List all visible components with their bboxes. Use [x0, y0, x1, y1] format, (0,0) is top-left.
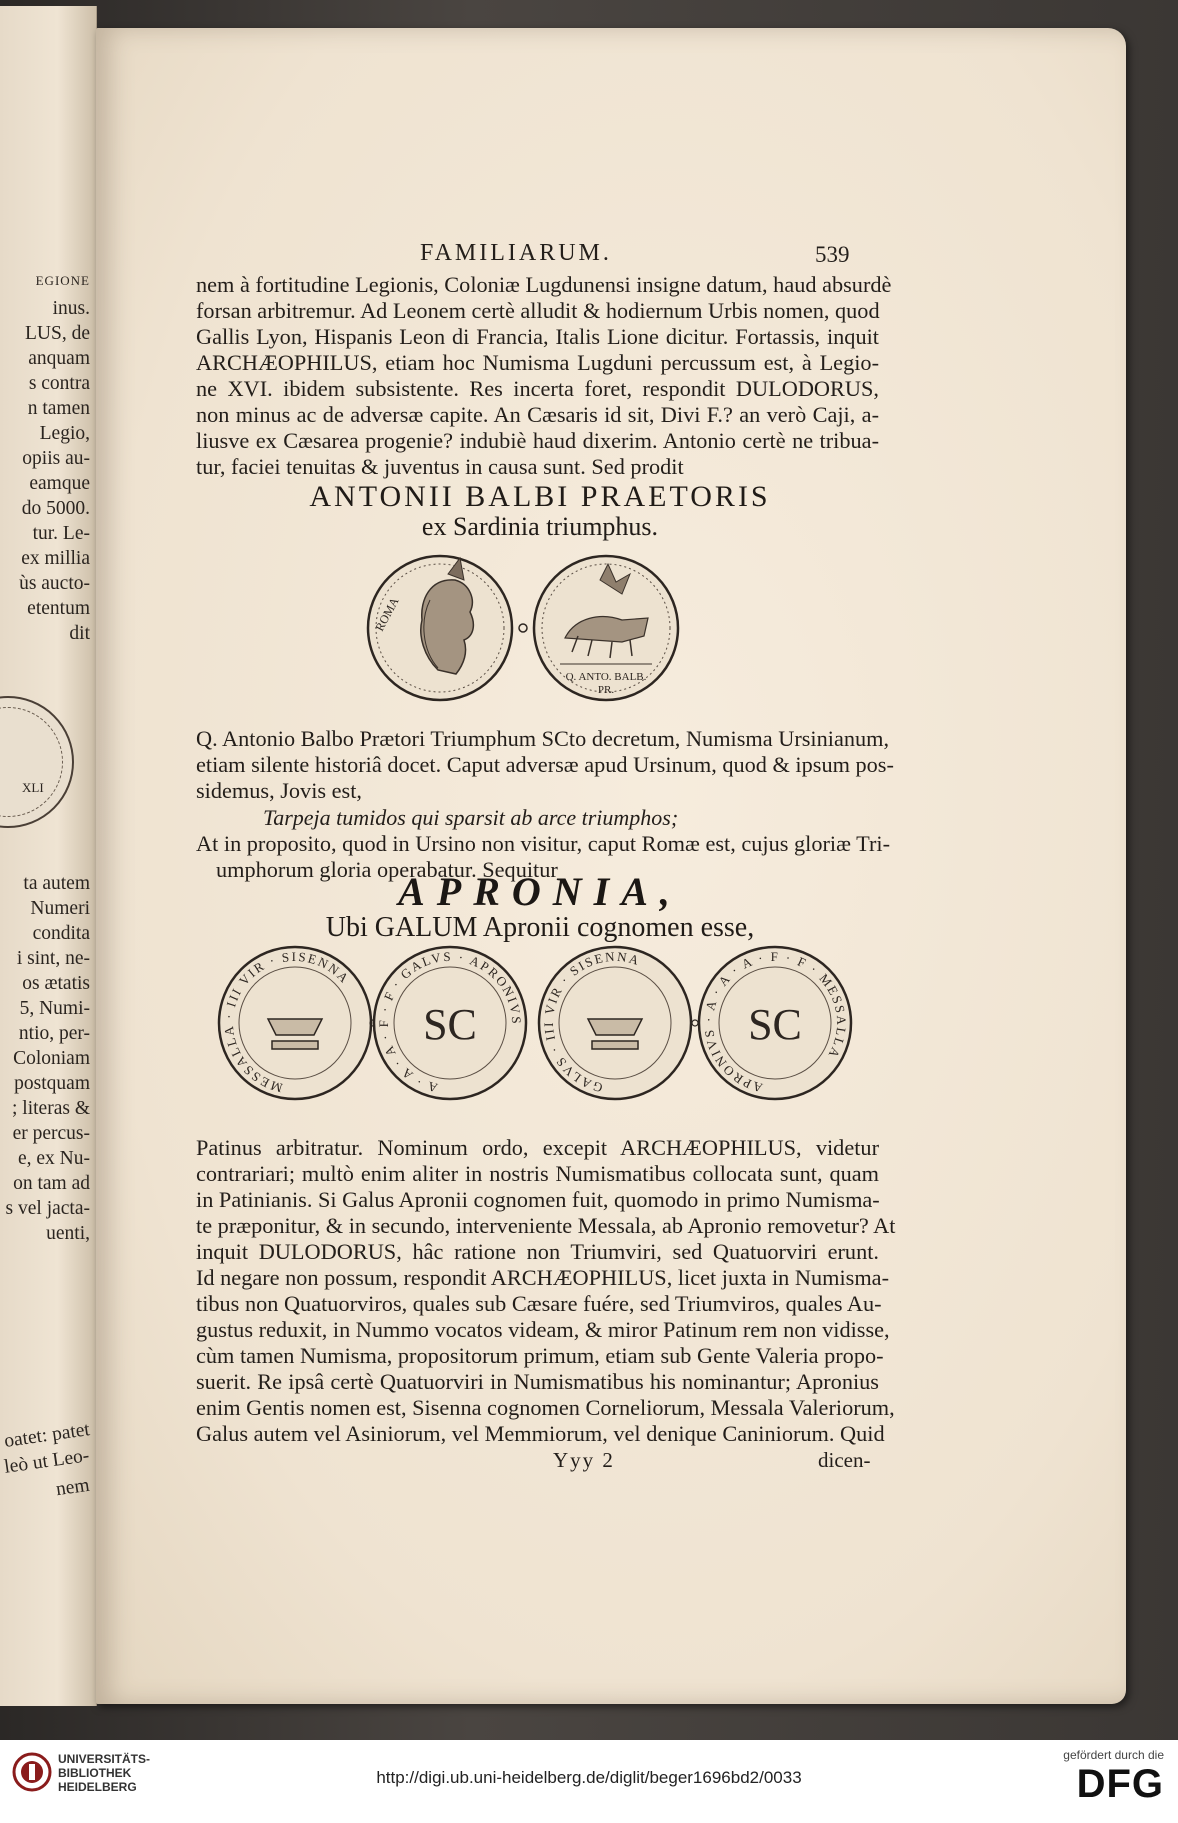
text-line: inquit DULODORUS, hâc ratione non Triumviri, sed Quatuorviri erunt. [196, 1239, 879, 1264]
coin-illustration-antonius-balbus [360, 540, 690, 710]
section-title: ANTONII BALBI PRAETORIS [309, 480, 771, 513]
coin-legend: A · A · A · F · F · GALVS · APRONIVS [375, 948, 525, 1096]
page-number: 539 [815, 242, 850, 267]
text-line: At in proposito, quod in Ursino non visitur, caput Romæ est, cujus gloriæ Tri- [196, 831, 891, 856]
left-fragment: dit [69, 623, 90, 644]
text-line: nem à fortitudine Legionis, Coloniæ Lugdunensi insigne datum, haud absurdè [196, 272, 892, 297]
left-fragment: os ætatis [22, 973, 90, 994]
left-fragment: nem [55, 1474, 92, 1501]
coin-illustration-apronia [210, 945, 860, 1115]
left-fragment: Legio, [39, 423, 90, 444]
coin-apronia-3 [539, 947, 691, 1099]
text-line: contrariari; multò enim aliter in nostris Numismatibus collocata sunt, quam [196, 1161, 879, 1186]
left-fragment: inus. [52, 298, 90, 319]
text-line: umphorum gloria operabatur. Sequitur [216, 857, 558, 882]
left-fragment: ; literas & [12, 1098, 90, 1119]
text-line: liusve ex Cæsarea progenie? indubiè haud dixerim. Antonio certè ne tribua- [196, 428, 879, 453]
library-line: UNIVERSITÄTS- [58, 1752, 151, 1766]
left-fragment: e, ex Nu- [17, 1148, 90, 1169]
coin-legend: APRONIVS · A · A · A · F · F · MESSALLA [700, 948, 850, 1096]
signature-mark: Yyy 2 [553, 1448, 615, 1472]
left-fragment: i sint, ne- [16, 948, 90, 969]
library-line: HEIDELBERG [58, 1780, 137, 1794]
left-fragment: 5, Numi- [19, 998, 90, 1019]
left-fragment: postquam [14, 1073, 90, 1094]
dfg-logo: DFG [1076, 1762, 1164, 1806]
left-fragment: s contra [28, 373, 90, 394]
left-fragment: etentum [27, 598, 90, 619]
text-line: Patinus arbitratur. Nominum ordo, excepit ARCHÆOPHILUS, videtur [196, 1135, 879, 1160]
coin-apronia-4 [699, 947, 851, 1099]
left-fragment: tur. Le- [32, 523, 90, 544]
left-fragment: er percus- [12, 1123, 90, 1144]
permalink-url[interactable]: http://digi.ub.uni-heidelberg.de/diglit/beger1696bd2/0033 [376, 1768, 802, 1787]
left-fragment: Numeri [30, 898, 90, 919]
text-line: in Patinianis. Si Galus Apronii cognomen fuit, quomodo in primo Numisma- [196, 1187, 880, 1212]
left-fragment: EGIONE [35, 273, 90, 288]
left-fragment: Coloniam [13, 1048, 90, 1069]
coin-apronia-2 [374, 947, 526, 1099]
left-fragment: oatet: patet [2, 1419, 92, 1452]
left-fragment: ta autem [23, 873, 90, 894]
running-title: FAMILIARUM. [420, 240, 612, 266]
text-line: sidemus, Jovis est, [196, 778, 362, 803]
text-line: cùm tamen Numisma, propositorum primum, etiam sub Gente Valeria propo- [196, 1343, 884, 1368]
text-line: Id negare non possum, respondit ARCHÆOPHILUS, licet juxta in Numisma- [196, 1265, 889, 1290]
coin-center-sc: SC [423, 1000, 477, 1049]
coin-legend: GALVS · III VIR · SISENNA [540, 948, 643, 1096]
text-line: te præponitur, & in secundo, interveniente Messala, ab Apronio removetur? At [196, 1213, 896, 1238]
left-fragment: leò ut Leo- [3, 1445, 92, 1478]
text-line: suerit. Re ipsâ certè Quatuorviri in Numismatibus his nominantur; Apronius [196, 1369, 879, 1394]
coin-legend: MESSALLA · III VIR · SISENNA [220, 948, 353, 1096]
text-line: ne XVI. ibidem subsistente. Res incerta foret, respondit DULODORUS, [196, 376, 879, 401]
coin-reverse-quadriga [534, 556, 678, 700]
text-line: Gallis Lyon, Hispanis Leon di Francia, Italis Lione dicitur. Fortassis, inquit [196, 324, 879, 349]
left-coin-legend: XLI [22, 780, 44, 795]
text-line: ARCHÆOPHILUS, etiam hoc Numisma Lugduni percussum est, à Legio- [196, 350, 879, 375]
left-fragment: on tam ad [13, 1173, 90, 1194]
left-fragment: opiis au- [22, 448, 90, 469]
section-subtitle: ex Sardinia triumphus. [421, 512, 659, 541]
text-line: enim Gentis nomen est, Sisenna cognomen Corneliorum, Messala Valeriorum, [196, 1395, 895, 1420]
text-line: tur, faciei tenuitas & juventus in causa sunt. Sed prodit [196, 454, 684, 479]
left-fragment: LUS, de [25, 323, 90, 344]
left-fragment: ex millia [21, 548, 90, 569]
text-line: tibus non Quatuorviros, quales sub Cæsare fuére, sed Triumviros, quales Au- [196, 1291, 882, 1316]
text-line: forsan arbitremur. Ad Leonem certè alludit & hodiernum Urbis nomen, quod [196, 298, 880, 323]
coin-legend-reverse-1: Q. ANTO. BALB. [565, 671, 647, 683]
left-fragment: ntio, per- [18, 1023, 90, 1044]
left-fragment: anquam [28, 348, 90, 369]
coin-center-sc: SC [748, 1000, 802, 1049]
catchword: dicen- [818, 1448, 871, 1472]
text-line: non minus ac de adversæ capite. An Cæsaris id sit, Divi F.? an verò Caji, a- [196, 402, 879, 427]
funding-caption: gefördert durch die [1063, 1748, 1164, 1762]
section-title: APRONIA, [398, 869, 682, 914]
coin-obverse-roma [368, 556, 512, 700]
left-fragment: ùs aucto- [19, 573, 90, 594]
left-fragment: do 5000. [21, 498, 90, 519]
left-fragment: n tamen [27, 398, 90, 419]
text-line: Galus autem vel Asiniorum, vel Memmiorum, vel denique Caniniorum. Quid [196, 1421, 885, 1446]
coin-legend-roma: ROMA [372, 595, 402, 634]
coin-apronia-1 [219, 947, 371, 1099]
left-fragment: uenti, [46, 1223, 90, 1244]
left-fragment: s vel jacta- [5, 1198, 90, 1219]
coin-legend-reverse-2: PR. [597, 684, 615, 696]
library-line: BIBLIOTHEK [58, 1766, 132, 1780]
verse-quote: Tarpeja tumidos qui sparsit ab arce triumphos; [263, 805, 679, 830]
left-fragment: condita [32, 923, 90, 944]
section-subtitle: Ubi GALUM Apronii cognomen esse, [325, 912, 755, 943]
left-fragment: eamque [29, 473, 90, 494]
text-line: Q. Antonio Balbo Prætori Triumphum SCto decretum, Numisma Ursinianum, [196, 726, 890, 751]
viewer-footer [0, 1740, 1178, 1823]
text-line: gustus reduxit, in Nummo vocatos videam, & miror Patinum rem non vidisse, [196, 1317, 890, 1342]
text-line: etiam silente historiâ docet. Caput adversæ apud Ursinum, quod & ipsum pos- [196, 752, 894, 777]
